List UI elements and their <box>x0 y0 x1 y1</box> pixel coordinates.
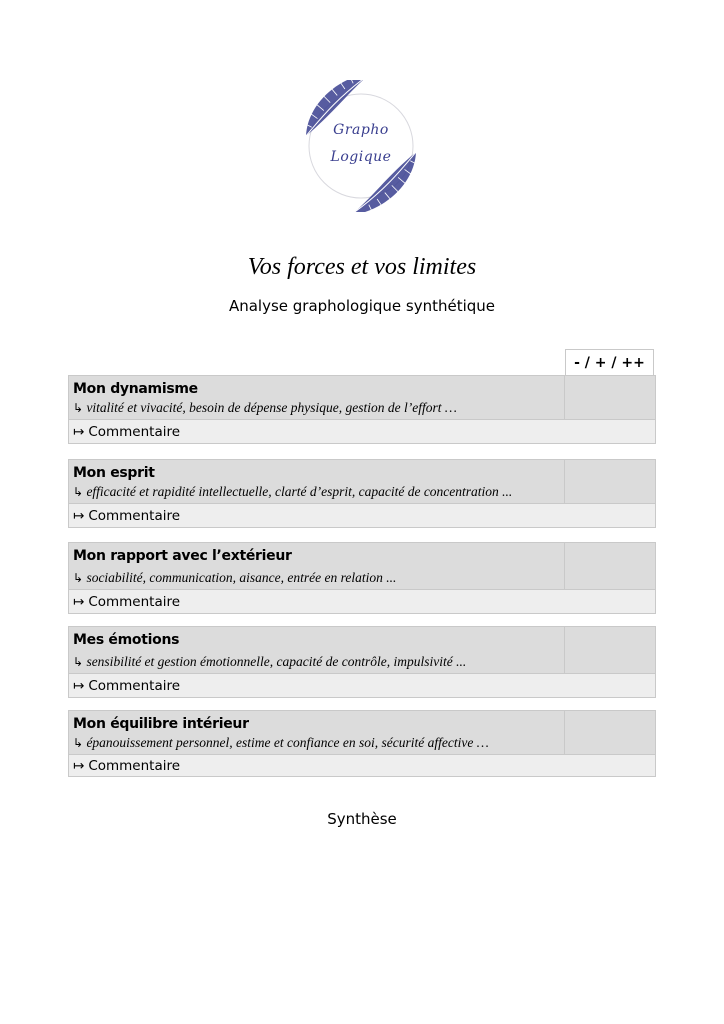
maps-to-arrow-icon: ↦ <box>73 593 85 610</box>
return-arrow-icon: ↳ <box>73 571 84 585</box>
rating-scale-header: - / + / ++ <box>565 349 654 375</box>
maps-to-arrow-icon: ↦ <box>73 507 85 524</box>
comment-row[interactable] <box>69 755 655 776</box>
return-arrow-icon: ↳ <box>73 401 84 415</box>
section-heading: Mes émotions <box>73 632 180 648</box>
maps-to-arrow-icon: ↦ <box>73 757 85 774</box>
comment-row[interactable] <box>69 504 655 527</box>
page-subtitle: Analyse graphologique synthétique <box>228 297 496 315</box>
section-heading: Mon dynamisme <box>73 381 198 397</box>
comment-label: Commentaire <box>88 757 181 774</box>
return-arrow-icon: ↳ <box>73 485 84 499</box>
comment-row[interactable] <box>69 590 655 613</box>
section-rapport-exterieur <box>68 542 656 614</box>
logo-word-logique: Logique <box>330 149 392 165</box>
section-heading: Mon esprit <box>73 465 155 481</box>
feather-wreath-icon <box>298 80 424 212</box>
comment-label: Commentaire <box>88 507 181 524</box>
page-title: Vos forces et vos limites <box>247 254 477 280</box>
rating-cell[interactable] <box>565 711 655 754</box>
rating-cell[interactable] <box>565 376 655 419</box>
comment-label: Commentaire <box>88 677 181 694</box>
section-dynamisme <box>68 375 656 444</box>
logo-word-grapho: Grapho <box>333 122 389 138</box>
maps-to-arrow-icon: ↦ <box>73 677 85 694</box>
comment-row[interactable] <box>69 674 655 697</box>
graphologique-logo <box>298 80 424 212</box>
rating-cell[interactable] <box>565 460 655 503</box>
rating-cell[interactable] <box>565 543 655 589</box>
section-heading: Mon équilibre intérieur <box>73 716 249 732</box>
comment-label: Commentaire <box>88 423 181 440</box>
return-arrow-icon: ↳ <box>73 655 84 669</box>
return-arrow-icon: ↳ <box>73 736 84 750</box>
comment-label: Commentaire <box>88 593 181 610</box>
maps-to-arrow-icon: ↦ <box>73 423 85 440</box>
section-description: ↳ efficacité et rapidité intellectuelle, clarté d’esprit, capacité de concentration ... <box>73 484 513 499</box>
section-description: ↳ vitalité et vivacité, besoin de dépense physique, gestion de l’effort … <box>73 400 457 415</box>
comment-row[interactable] <box>69 420 655 443</box>
section-emotions <box>68 626 656 698</box>
section-description: ↳ sensibilité et gestion émotionnelle, capacité de contrôle, impulsivité ... <box>73 654 467 669</box>
section-heading: Mon rapport avec l’extérieur <box>73 548 292 564</box>
rating-cell[interactable] <box>565 627 655 673</box>
section-description: ↳ sociabilité, communication, aisance, entrée en relation ... <box>73 570 397 585</box>
section-equilibre-interieur <box>68 710 656 777</box>
synthese-heading: Synthèse <box>327 810 397 828</box>
section-description: ↳ épanouissement personnel, estime et confiance en soi, sécurité affective … <box>73 735 489 750</box>
section-esprit <box>68 459 656 528</box>
